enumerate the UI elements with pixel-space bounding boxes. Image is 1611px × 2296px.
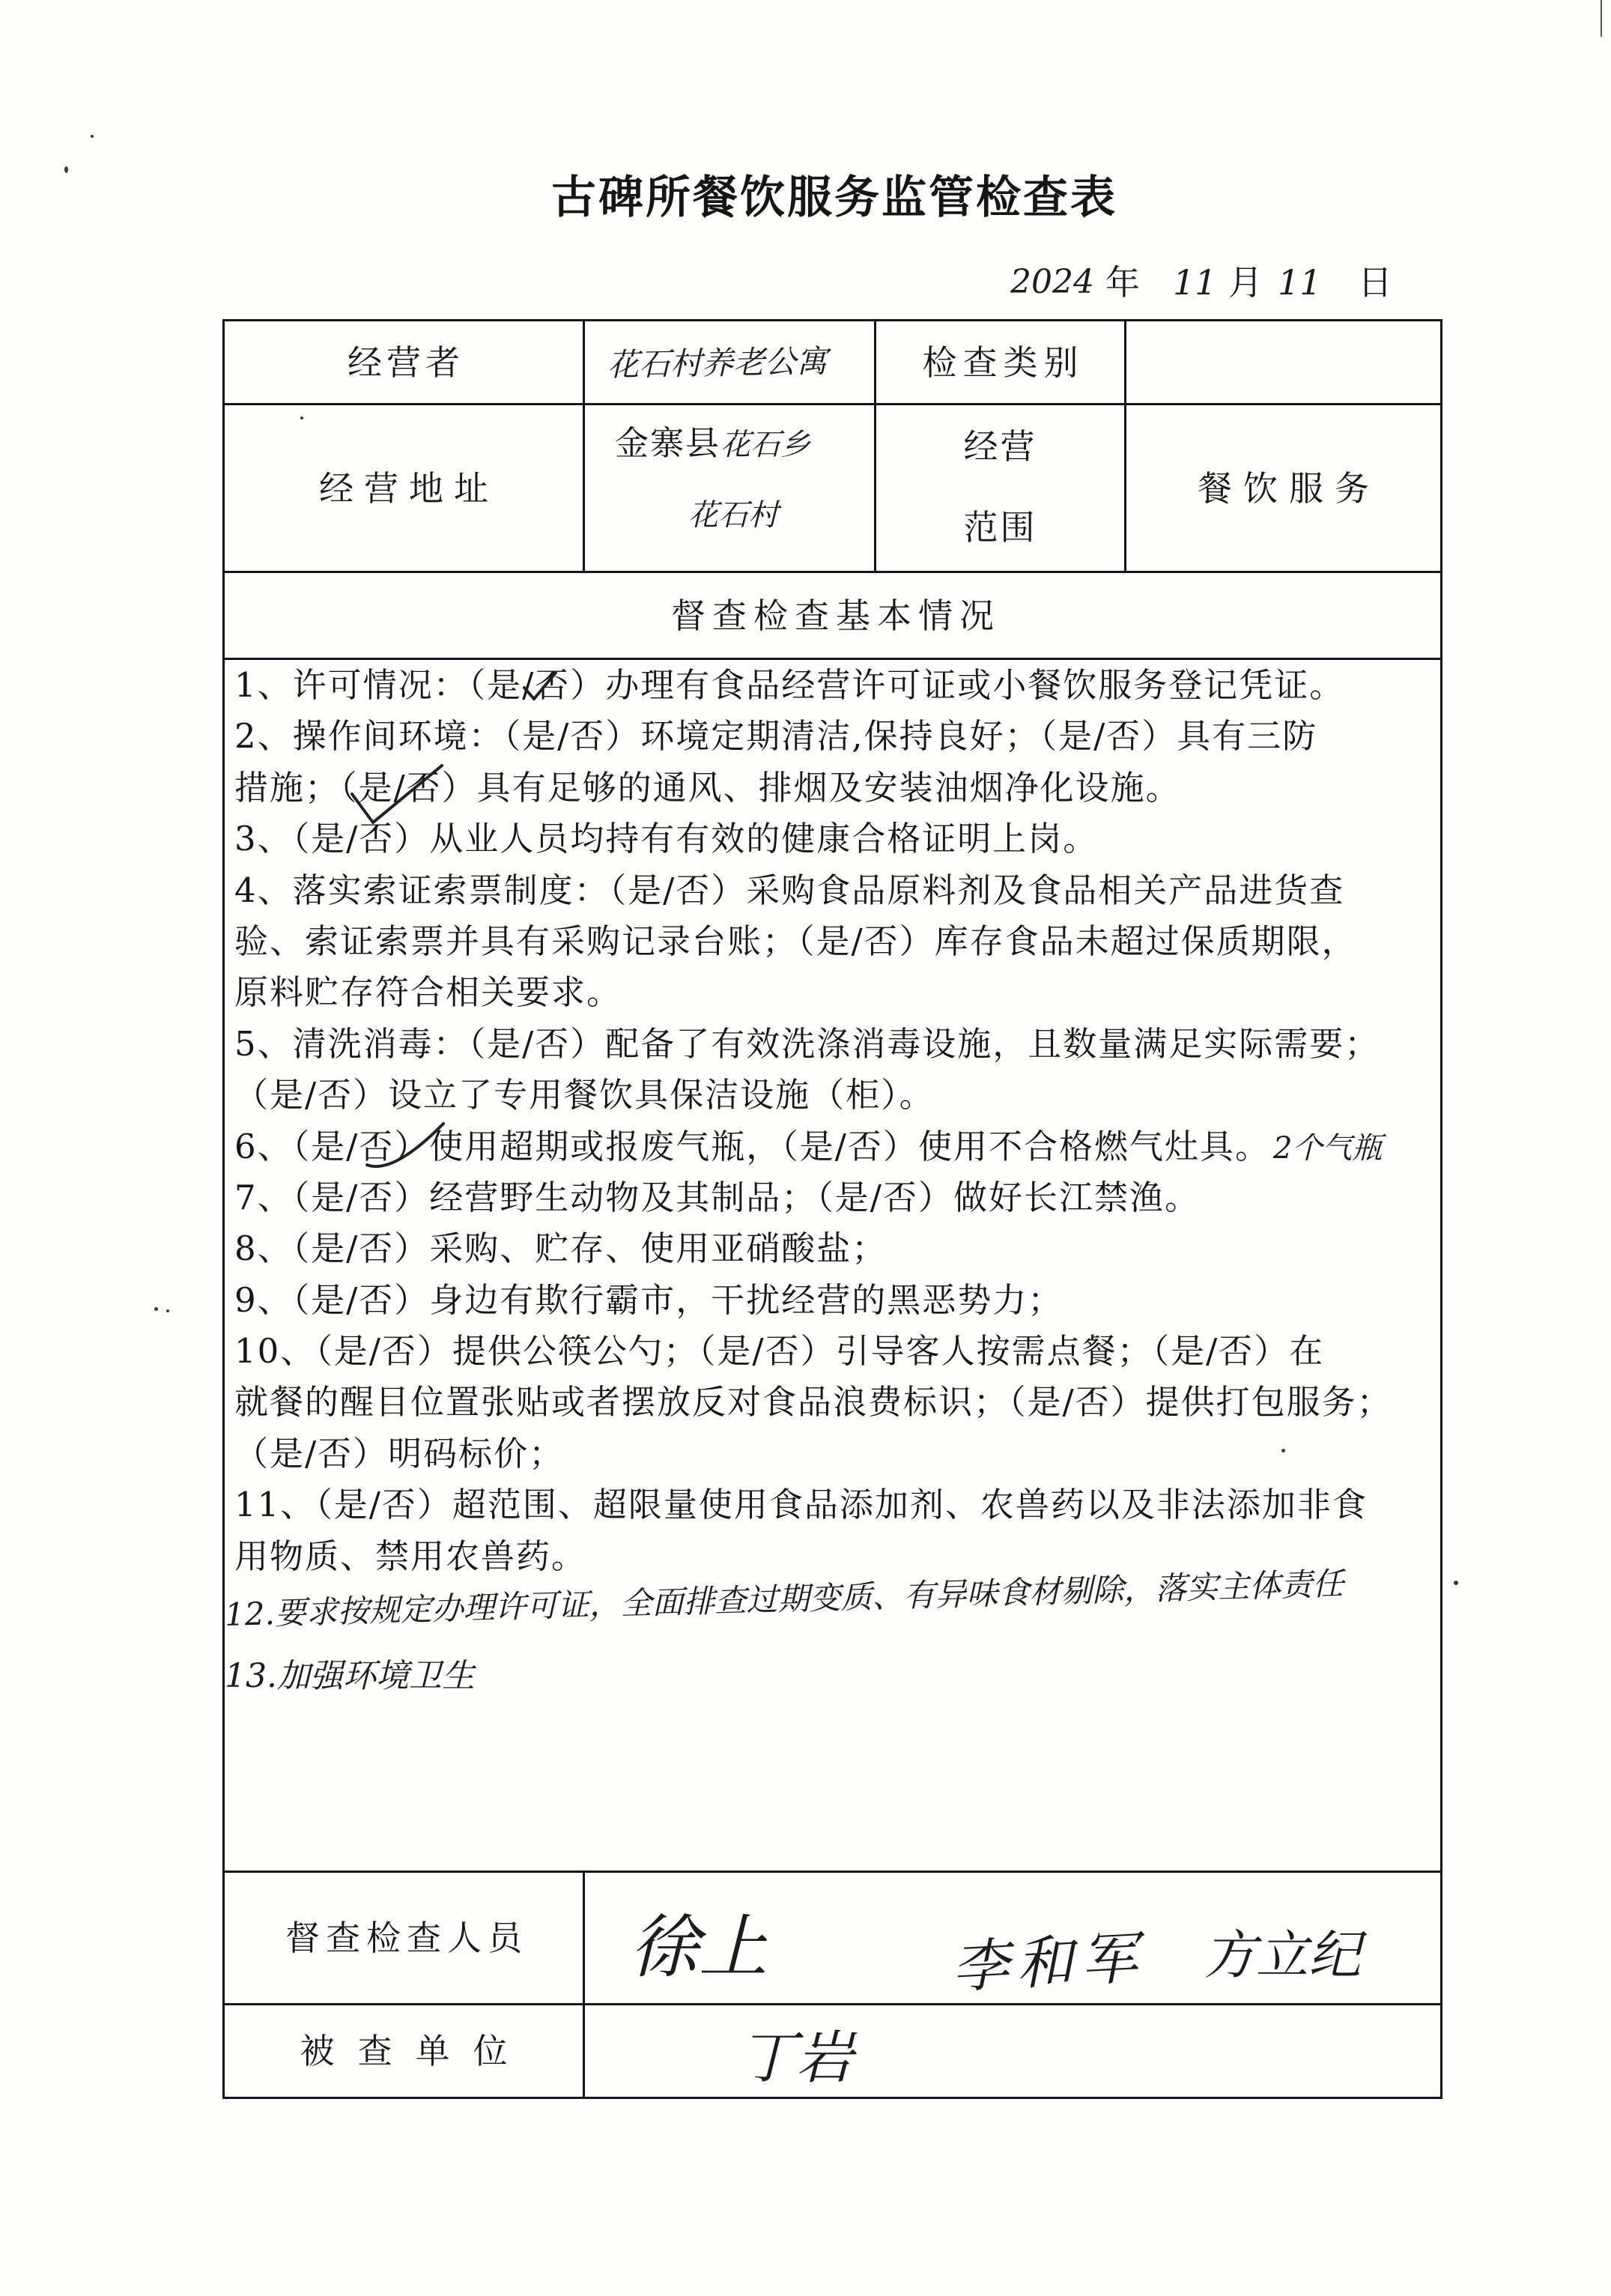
checklist-line: 2、操作间环境：（是/否）环境定期清洁,保持良好；（是/否）具有三防 xyxy=(234,716,1318,757)
handwritten-item-13: 13.加强环境卫生 xyxy=(225,1657,475,1695)
section-title: 督查检查基本情况 xyxy=(671,595,1001,636)
scope-label-cell xyxy=(876,405,1124,571)
address-value-cell xyxy=(585,405,874,571)
checklist-line: 10、（是/否）提供公筷公勺；（是/否）引导客人按需点餐；（是/否）在 xyxy=(234,1331,1325,1372)
address-township: 花石乡 xyxy=(720,428,811,462)
scope-value-cell xyxy=(1126,405,1440,571)
scope-value: 餐饮服务 xyxy=(1198,467,1380,509)
checklist-line: 9、（是/否）身边有欺行霸市，干扰经营的黑恶势力； xyxy=(234,1279,1064,1320)
checklist-line: 就餐的醒目位置张贴或者摆放反对食品浪费标识；（是/否）提供打包服务； xyxy=(234,1382,1392,1423)
checklist-cell xyxy=(225,660,1440,1871)
scan-speck xyxy=(91,135,94,138)
inspected-unit-label: 被查单位 xyxy=(300,2031,531,2071)
checklist-line: 7、（是/否）经营野生动物及其制品；（是/否）做好长江禁渔。 xyxy=(234,1177,1200,1217)
checklist-line: 1、许可情况：（是/否）办理有食品经营许可证或小餐饮服务登记凭证。 xyxy=(234,665,1345,705)
checklist-line: （是/否）设立了专用餐饮具保洁设施（柜）。 xyxy=(234,1075,935,1115)
scope-label-line-1: 经营 xyxy=(963,426,1037,467)
checklist-item-7 xyxy=(234,1172,1440,1223)
inspectors-label: 督查检查人员 xyxy=(285,1918,528,1958)
date-day-label: 日 xyxy=(1358,262,1392,303)
inspector-signature-3: 方立纪 xyxy=(1204,1924,1361,1986)
form-title: 古碑所餐饮服务监管检查表 xyxy=(551,172,1117,224)
checklist-item-1 xyxy=(234,660,1440,711)
section-title-cell xyxy=(225,573,1440,658)
date-day: 11 xyxy=(1278,262,1322,303)
checklist-line: （是/否）明码标价； xyxy=(234,1433,565,1473)
handwritten-item-12: 12.要求按规定办理许可证，全面排查过期变质、有异味食材剔除，落实主体责任 xyxy=(224,1565,1344,1633)
address-county: 金寨县 xyxy=(615,423,721,463)
checklist-item-2 xyxy=(234,711,1440,814)
checklist-line: 11、（是/否）超范围、超限量使用食品添加剂、农兽药以及非法添加非食 xyxy=(234,1485,1368,1525)
checklist-line: 4、落实索证索票制度：（是/否）采购食品原料剂及食品相关产品进货查 xyxy=(234,870,1345,910)
checklist-item-6 xyxy=(234,1121,1440,1172)
checklist-line: 5、清洗消毒：（是/否）配备了有效洗涤消毒设施，且数量满足实际需要； xyxy=(234,1023,1380,1064)
date-month-label: 月 xyxy=(1228,262,1263,303)
operator-value-cell xyxy=(585,321,874,403)
checklist-item-10 xyxy=(234,1326,1440,1479)
date-month: 11 xyxy=(1173,262,1217,303)
checklist-item-4 xyxy=(234,865,1440,1019)
checklist-line: 措施；（是/否）具有足够的通风、排烟及安装油烟净化设施。 xyxy=(234,767,1181,808)
checklist-item-3 xyxy=(234,814,1440,864)
operator-label-cell xyxy=(225,321,583,403)
inspection-table xyxy=(222,319,1442,2099)
category-value-cell xyxy=(1126,321,1440,403)
checklist-item-5 xyxy=(234,1019,1440,1121)
date-year: 2024 xyxy=(1010,263,1094,301)
checklist-line xyxy=(234,1121,1440,1172)
checklist-line: 验、索证索票并具有采购记录台账；（是/否）库存食品未超过保质期限， xyxy=(234,921,1357,961)
scope-label-line-2: 范围 xyxy=(963,507,1037,548)
address-label-cell xyxy=(225,405,583,571)
inspectors-label-cell xyxy=(225,1873,583,2003)
scan-speck xyxy=(1454,1581,1458,1585)
checklist-item-9 xyxy=(234,1275,1440,1326)
inspected-unit-label-cell xyxy=(225,2005,583,2097)
checklist-line-text: 6、（是/否）使用超期或报废气瓶，（是/否）使用不合格燃气灶具。 xyxy=(234,1126,1270,1166)
item6-handwritten-note: 2个气瓶 xyxy=(1272,1130,1383,1166)
scan-speck xyxy=(166,1309,169,1312)
checklist-item-8 xyxy=(234,1223,1440,1274)
operator-value: 花石村养老公寓 xyxy=(607,342,828,384)
inspector-signature-2: 李和军 xyxy=(950,1924,1147,2001)
checklist-line: 3、（是/否）从业人员均持有有效的健康合格证明上岗。 xyxy=(234,819,1099,859)
category-label-cell xyxy=(876,321,1124,403)
scan-speck xyxy=(64,166,68,173)
checklist-line: 用物质、禁用农兽药。 xyxy=(234,1536,587,1576)
operator-label: 经营者 xyxy=(348,342,464,383)
checklist-line: 8、（是/否）采购、贮存、使用亚硝酸盐； xyxy=(234,1229,888,1269)
inspector-signature-1: 徐上 xyxy=(630,1907,768,1987)
inspected-unit-signature: 丁岩 xyxy=(739,2024,853,2091)
address-village: 花石村 xyxy=(688,498,778,533)
inspected-unit-signature-cell xyxy=(585,2005,1440,2097)
checklist-line: 原料贮存符合相关要求。 xyxy=(234,972,622,1013)
inspectors-signatures-cell xyxy=(585,1873,1440,2003)
address-label: 经营地址 xyxy=(319,467,499,509)
scan-speck xyxy=(154,1307,158,1311)
date-year-label: 年 xyxy=(1105,262,1140,303)
category-label: 检查类别 xyxy=(922,342,1084,383)
address-line-1 xyxy=(615,421,810,473)
scan-edge-line xyxy=(1601,0,1602,37)
